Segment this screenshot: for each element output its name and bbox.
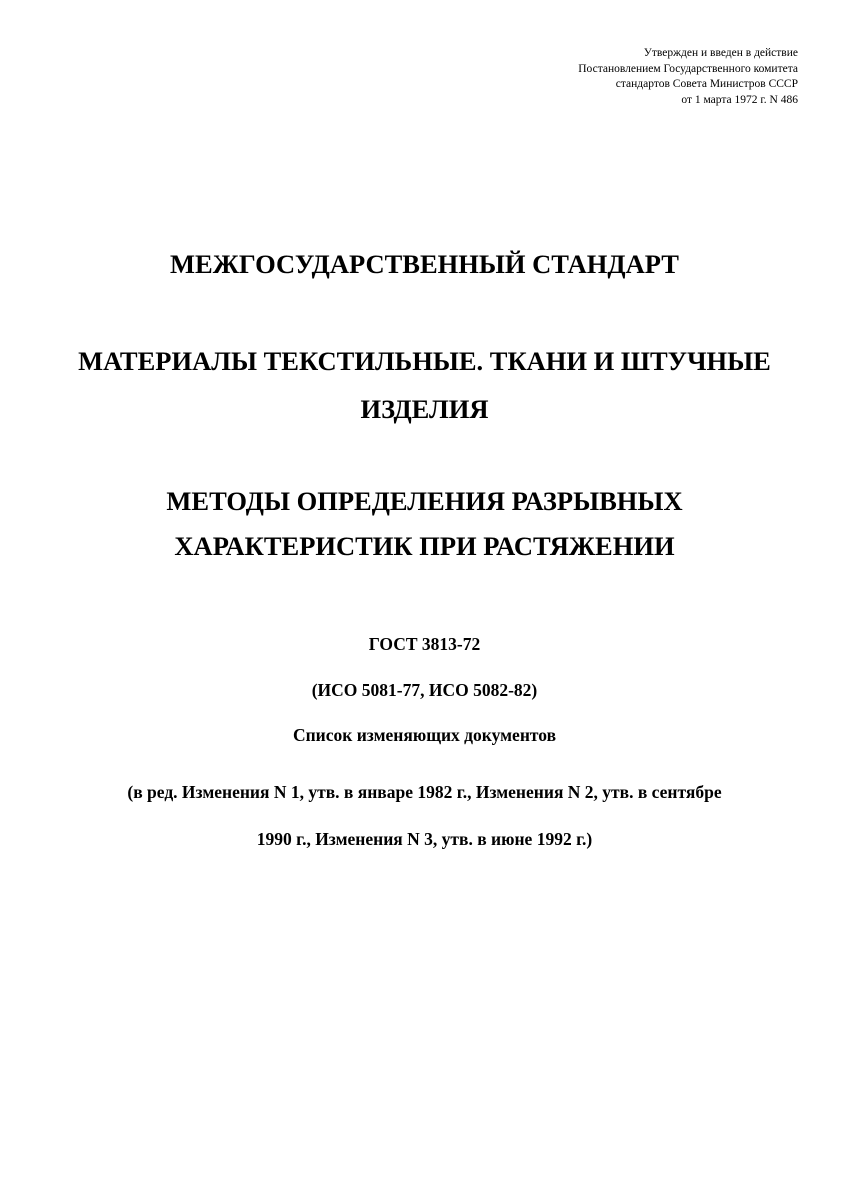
approval-line-1: Утвержден и введен в действие	[643, 47, 798, 59]
standard-type-heading: МЕЖГОСУДАРСТВЕННЫЙ СТАНДАРТ	[170, 249, 679, 279]
document-title-line-2: ИЗДЕЛИЯ	[360, 394, 489, 424]
document-title-line-1: МАТЕРИАЛЫ ТЕКСТИЛЬНЫЕ. ТКАНИ И ШТУЧНЫЕ	[78, 346, 771, 376]
document-subtitle-line-2: ХАРАКТЕРИСТИК ПРИ РАСТЯЖЕНИИ	[174, 531, 675, 561]
changes-list-title: Список изменяющих документов	[292, 725, 557, 745]
changes-list	[0, 769, 849, 863]
changes-line-2: 1990 г., Изменения N 3, утв. в июне 1992 г.)	[256, 829, 593, 849]
document-title	[0, 337, 849, 433]
changes-line-1: (в ред. Изменения N 1, утв. в январе 1982 г., Изменения N 2, утв. в сентябре	[127, 782, 722, 802]
document-subtitle	[0, 479, 849, 569]
approval-line-2: Постановлением Государственного комитета	[578, 62, 798, 75]
approval-line-3: стандартов Совета Министров СССР	[615, 78, 798, 91]
iso-references: (ИСО 5081-77, ИСО 5082-82)	[311, 680, 538, 700]
approval-block	[378, 46, 798, 108]
gost-number: ГОСТ 3813-72	[368, 634, 481, 654]
approval-line-4: от 1 марта 1972 г. N 486	[681, 93, 798, 106]
document-subtitle-line-1: МЕТОДЫ ОПРЕДЕЛЕНИЯ РАЗРЫВНЫХ	[166, 486, 683, 516]
